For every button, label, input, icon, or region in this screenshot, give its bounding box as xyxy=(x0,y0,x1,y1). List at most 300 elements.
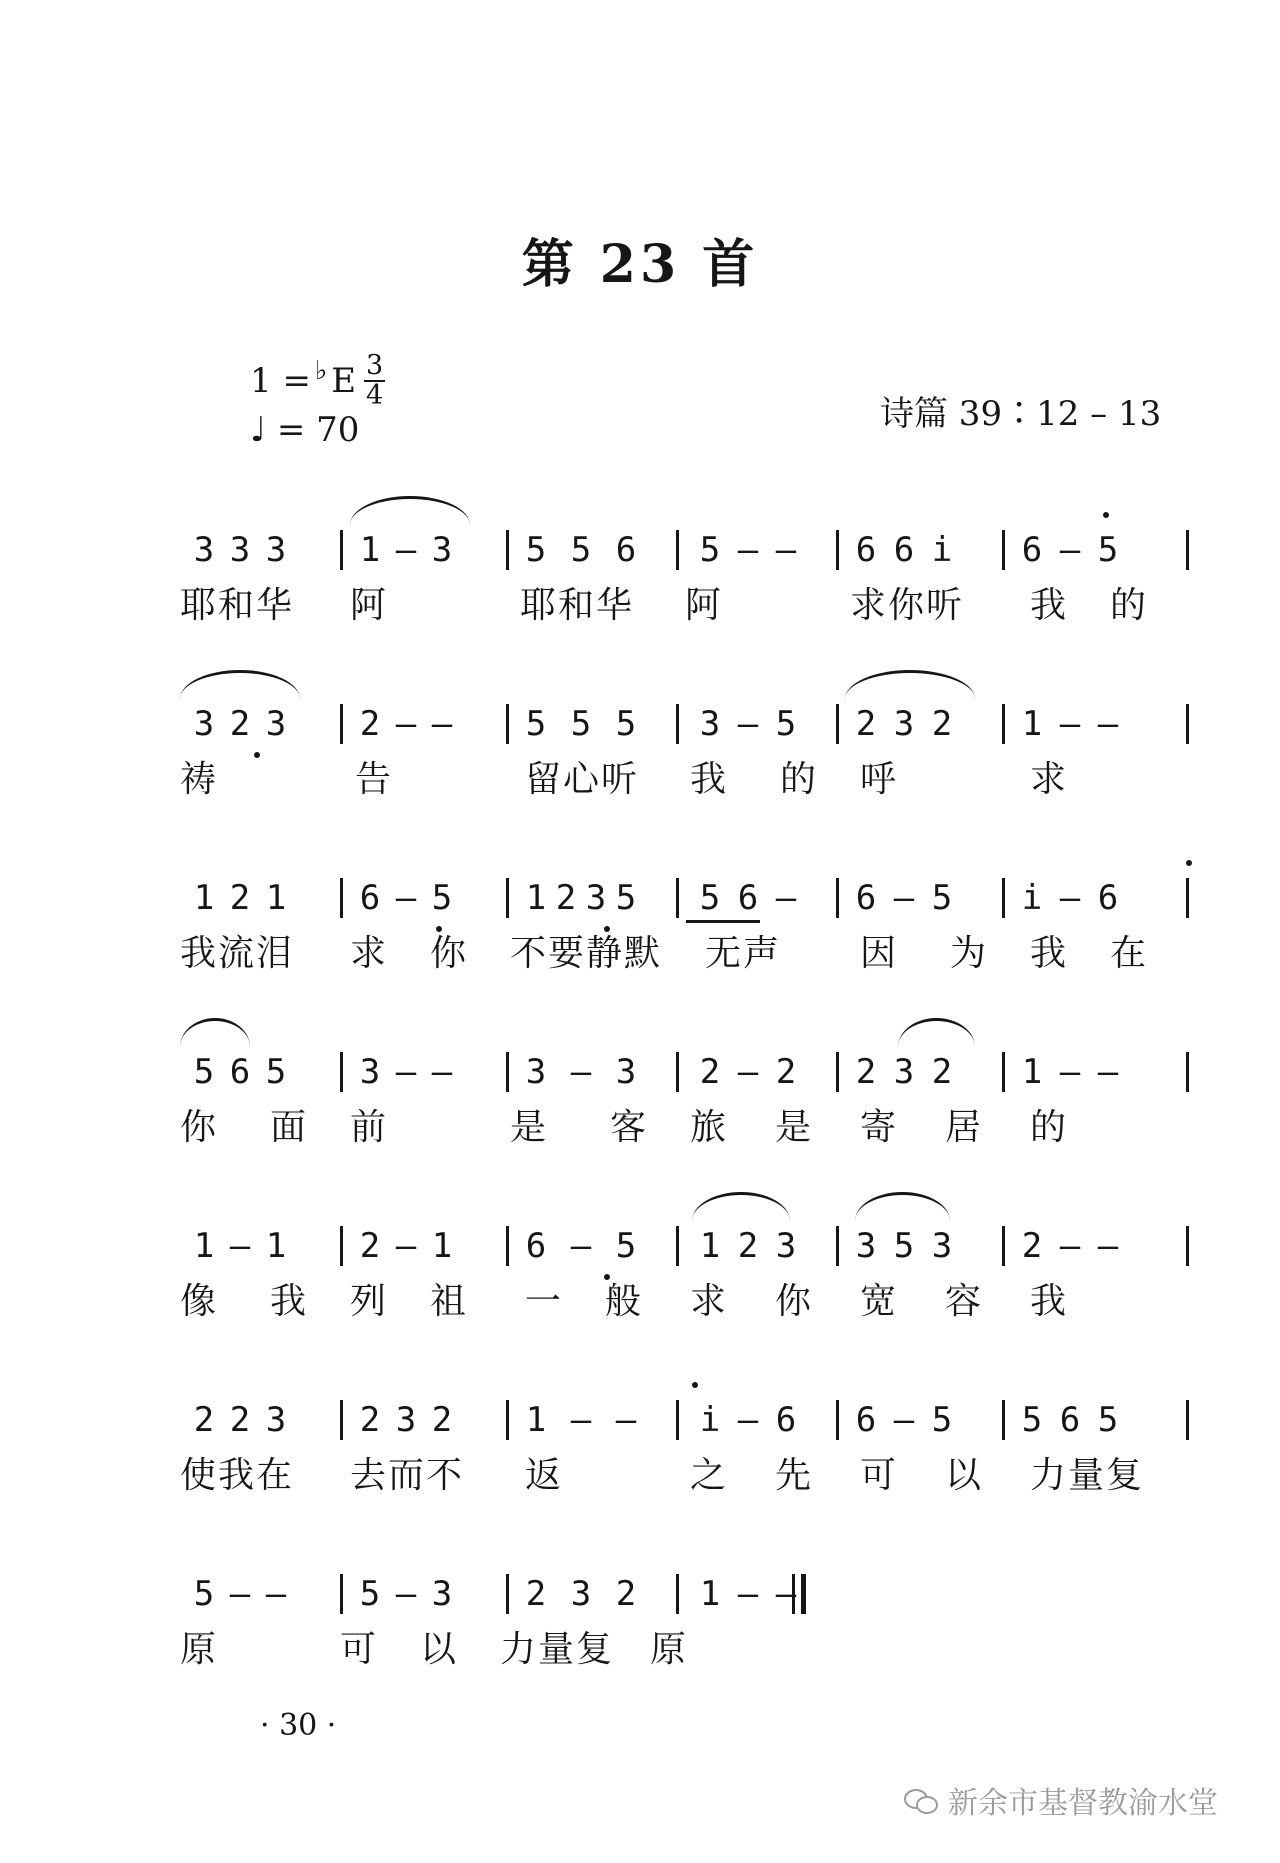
lyric: 求你听 xyxy=(850,585,965,626)
lyric: 力量复 xyxy=(500,1629,615,1670)
lyric: 求 xyxy=(690,1281,729,1322)
lyric: 使我在 xyxy=(180,1455,295,1496)
barline xyxy=(1002,1226,1005,1266)
note: – xyxy=(395,704,417,744)
barline xyxy=(506,1226,509,1266)
note: 5 xyxy=(1097,1400,1119,1440)
note: – xyxy=(229,1226,251,1266)
note: 1 xyxy=(699,1226,721,1266)
note: – xyxy=(1059,1226,1081,1266)
note: – xyxy=(1059,878,1081,918)
watermark xyxy=(904,1778,1218,1822)
measure xyxy=(356,1218,456,1274)
measure xyxy=(356,1392,456,1448)
barline xyxy=(1002,530,1005,570)
measure xyxy=(356,1044,456,1100)
note: 1 xyxy=(525,1400,547,1440)
key-signature xyxy=(250,352,385,410)
barline xyxy=(1186,1052,1189,1092)
barline xyxy=(836,1226,839,1266)
lyric: 的 xyxy=(1110,585,1149,626)
lyric: 耶和华 xyxy=(180,585,295,626)
note: 3 xyxy=(395,1400,417,1440)
barline xyxy=(506,704,509,744)
barline xyxy=(1186,1400,1189,1440)
note: 2 xyxy=(229,1400,251,1440)
beam-underline xyxy=(686,920,760,923)
lyric: 你 xyxy=(180,1107,219,1148)
measure xyxy=(852,1044,956,1100)
note: 5 xyxy=(525,530,547,570)
barline xyxy=(506,1574,509,1614)
barline xyxy=(506,1400,509,1440)
lyric: 阿 xyxy=(685,585,724,626)
final-barline xyxy=(792,1574,795,1614)
scripture-reference: 诗篇 39∶12 – 13 xyxy=(880,394,1162,434)
lyric: 因 xyxy=(860,933,899,974)
lyric: 容 xyxy=(945,1281,984,1322)
note: – xyxy=(893,878,915,918)
note: 5 xyxy=(615,878,637,918)
barline xyxy=(836,530,839,570)
barline xyxy=(1002,704,1005,744)
lyric: 旅 xyxy=(690,1107,729,1148)
barline xyxy=(676,1574,679,1614)
note: – xyxy=(431,704,453,744)
measure xyxy=(1018,870,1122,926)
lyric: 可 xyxy=(860,1455,899,1496)
lyric: 之 xyxy=(690,1455,729,1496)
note: – xyxy=(1059,1052,1081,1092)
barline xyxy=(340,1052,343,1092)
note: 3 xyxy=(265,1400,287,1440)
note: 5 xyxy=(615,704,637,744)
note: 6 xyxy=(855,530,877,570)
lyric: 在 xyxy=(1110,933,1149,974)
lyrics-row xyxy=(0,1276,1280,1328)
lyric: 我 xyxy=(270,1281,309,1322)
note: – xyxy=(431,1052,453,1092)
lyric: 原 xyxy=(650,1629,689,1670)
lyric: 我 xyxy=(1030,933,1069,974)
note: 5 xyxy=(359,1574,381,1614)
lyric: 我流泪 xyxy=(180,933,295,974)
measure xyxy=(696,522,800,578)
measure xyxy=(1018,522,1122,578)
note: 1 xyxy=(359,530,381,570)
notes-row xyxy=(0,1392,1280,1448)
note: 3 xyxy=(193,704,215,744)
notes-row xyxy=(0,696,1280,752)
note: 3 xyxy=(570,1574,592,1614)
lyric: 不要静默 xyxy=(510,933,663,974)
note: – xyxy=(395,1574,417,1614)
flat-sign: ♭ xyxy=(314,356,328,386)
lyrics-row xyxy=(0,1450,1280,1502)
note: 3 xyxy=(699,704,721,744)
note: 6 xyxy=(615,530,637,570)
note: 3 xyxy=(525,1052,547,1092)
note: – xyxy=(775,1574,797,1614)
note: 3 xyxy=(229,530,251,570)
note: – xyxy=(893,1400,915,1440)
lyric: 力量复 xyxy=(1030,1455,1145,1496)
measure xyxy=(852,1392,956,1448)
barline xyxy=(836,878,839,918)
lyric: 以 xyxy=(945,1455,984,1496)
note: 3 xyxy=(931,1226,953,1266)
note: 1 xyxy=(1021,704,1043,744)
barline xyxy=(340,878,343,918)
measure xyxy=(190,522,290,578)
barline xyxy=(676,878,679,918)
note: 2 xyxy=(855,704,877,744)
lyric: 宽 xyxy=(860,1281,899,1322)
measure xyxy=(696,1566,800,1622)
page-number: · 30 · xyxy=(260,1708,337,1743)
barline xyxy=(676,1400,679,1440)
measure xyxy=(852,522,956,578)
barline xyxy=(340,1574,343,1614)
notes-row xyxy=(0,1566,1280,1622)
lyric: 告 xyxy=(355,759,394,800)
measure xyxy=(522,696,640,752)
note: – xyxy=(229,1574,251,1614)
slur xyxy=(855,1192,950,1221)
lyric: 呼 xyxy=(860,759,899,800)
slur xyxy=(692,1192,790,1221)
note: 6 xyxy=(855,878,877,918)
time-signature-top: 3 xyxy=(366,350,384,381)
note: 5 xyxy=(193,1052,215,1092)
note: 3 xyxy=(615,1052,637,1092)
measure xyxy=(696,1044,800,1100)
barline xyxy=(676,530,679,570)
song-title: 第 23 首 xyxy=(521,234,759,295)
measure xyxy=(1018,696,1122,752)
lyric: 为 xyxy=(950,933,989,974)
note: 2 xyxy=(525,1574,547,1614)
note: 6 xyxy=(229,1052,251,1092)
measure xyxy=(852,870,956,926)
note: – xyxy=(570,1400,592,1440)
measure xyxy=(190,1218,290,1274)
note: 2 xyxy=(193,1400,215,1440)
note: 3 xyxy=(193,530,215,570)
note: 3 xyxy=(265,704,287,744)
barline xyxy=(340,1400,343,1440)
lyric: 求 xyxy=(350,933,389,974)
barline xyxy=(676,1052,679,1092)
note: – xyxy=(1059,704,1081,744)
score-line xyxy=(0,1044,1280,1164)
lyric: 去而不 xyxy=(350,1455,465,1496)
lyric: 面 xyxy=(270,1107,309,1148)
note: – xyxy=(395,1052,417,1092)
lyric: 你 xyxy=(430,933,469,974)
barline xyxy=(1186,704,1189,744)
note: – xyxy=(395,530,417,570)
barline xyxy=(676,704,679,744)
barline xyxy=(1186,878,1189,918)
measure xyxy=(356,696,456,752)
octave-dot-high xyxy=(1103,512,1109,518)
note: 5 xyxy=(931,1400,953,1440)
lyric: 前 xyxy=(350,1107,389,1148)
lyric: 可 xyxy=(340,1629,379,1670)
note: – xyxy=(1097,1226,1119,1266)
lyric: 是 xyxy=(775,1107,814,1148)
measure xyxy=(522,1218,640,1274)
lyric: 我 xyxy=(690,759,729,800)
note: i xyxy=(931,530,953,570)
slur xyxy=(180,1018,250,1047)
lyric: 你 xyxy=(775,1281,814,1322)
lyric: 求 xyxy=(1030,759,1069,800)
note: 3 xyxy=(775,1226,797,1266)
measure xyxy=(190,1566,290,1622)
note: 2 xyxy=(229,704,251,744)
lyric: 一 xyxy=(525,1281,564,1322)
note: 3 xyxy=(855,1226,877,1266)
measure xyxy=(522,522,640,578)
note: 1 xyxy=(193,878,215,918)
note: – xyxy=(737,704,759,744)
barline xyxy=(1002,1052,1005,1092)
note: – xyxy=(570,1052,592,1092)
note: 2 xyxy=(855,1052,877,1092)
note: – xyxy=(737,1574,759,1614)
note: 2 xyxy=(931,704,953,744)
lyrics-row xyxy=(0,580,1280,632)
note: 6 xyxy=(359,878,381,918)
note: 6 xyxy=(1059,1400,1081,1440)
score-line xyxy=(0,1218,1280,1338)
note: – xyxy=(1097,704,1119,744)
note: 5 xyxy=(615,1226,637,1266)
measure xyxy=(1018,1392,1122,1448)
octave-dot-high xyxy=(1186,860,1192,866)
barline xyxy=(836,1400,839,1440)
measure xyxy=(522,1044,640,1100)
lyric: 阿 xyxy=(350,585,389,626)
measure xyxy=(696,696,800,752)
note: – xyxy=(775,530,797,570)
note: 6 xyxy=(737,878,759,918)
lyric: 我 xyxy=(1030,585,1069,626)
lyrics-row xyxy=(0,754,1280,806)
barline xyxy=(1186,530,1189,570)
barline xyxy=(1002,878,1005,918)
key-label: 1 = xyxy=(250,361,311,401)
measure xyxy=(356,1566,456,1622)
note: 2 xyxy=(229,878,251,918)
note: 5 xyxy=(193,1574,215,1614)
lyric: 以 xyxy=(420,1629,459,1670)
lyric: 原 xyxy=(180,1629,219,1670)
measure xyxy=(190,1392,290,1448)
measure xyxy=(522,1566,640,1622)
score-line xyxy=(0,1392,1280,1512)
lyric: 留心听 xyxy=(525,759,640,800)
note: 5 xyxy=(775,704,797,744)
note: 5 xyxy=(265,1052,287,1092)
note: 5 xyxy=(570,530,592,570)
note: 2 xyxy=(555,878,577,918)
barline xyxy=(506,1052,509,1092)
slur xyxy=(350,496,470,525)
measure xyxy=(190,870,290,926)
note: – xyxy=(395,1226,417,1266)
note: – xyxy=(615,1400,637,1440)
note: – xyxy=(737,1052,759,1092)
measure xyxy=(1018,1044,1122,1100)
barline xyxy=(836,704,839,744)
watermark-text: 新余市基督教渝水堂 xyxy=(948,1786,1218,1821)
score-line xyxy=(0,696,1280,816)
lyric: 无声 xyxy=(705,933,782,974)
barline xyxy=(836,1052,839,1092)
note: 3 xyxy=(893,704,915,744)
lyric: 祷 xyxy=(180,759,219,800)
lyric: 先 xyxy=(775,1455,814,1496)
lyric: 祖 xyxy=(430,1281,469,1322)
measure xyxy=(696,1392,800,1448)
note: 1 xyxy=(265,878,287,918)
note: 1 xyxy=(699,1574,721,1614)
barline xyxy=(506,878,509,918)
note: 3 xyxy=(431,1574,453,1614)
note: 5 xyxy=(525,704,547,744)
note: 5 xyxy=(1021,1400,1043,1440)
lyric: 的 xyxy=(1030,1107,1069,1148)
note: 2 xyxy=(359,704,381,744)
wechat-icon xyxy=(904,1787,938,1813)
slur xyxy=(845,670,975,699)
note: 2 xyxy=(699,1052,721,1092)
tempo-marking: ♩ = 70 xyxy=(250,410,360,450)
note: 2 xyxy=(1021,1226,1043,1266)
notes-row xyxy=(0,1044,1280,1100)
note: 5 xyxy=(893,1226,915,1266)
slur xyxy=(180,670,300,699)
lyric: 客 xyxy=(610,1107,649,1148)
barline xyxy=(340,704,343,744)
measure xyxy=(356,870,456,926)
note: 2 xyxy=(359,1400,381,1440)
note: 5 xyxy=(699,530,721,570)
measure xyxy=(696,870,800,926)
note: 2 xyxy=(931,1052,953,1092)
slur xyxy=(898,1018,975,1047)
note: 6 xyxy=(1021,530,1043,570)
note: – xyxy=(1059,530,1081,570)
note: – xyxy=(570,1226,592,1266)
octave-dot-high xyxy=(692,1382,698,1388)
note: 5 xyxy=(570,704,592,744)
note: i xyxy=(699,1400,721,1440)
barline xyxy=(1002,1400,1005,1440)
note: 1 xyxy=(525,878,547,918)
note: – xyxy=(395,878,417,918)
lyric: 是 xyxy=(510,1107,549,1148)
note: 6 xyxy=(1097,878,1119,918)
time-signature-bottom: 4 xyxy=(366,380,384,411)
note: 5 xyxy=(1097,530,1119,570)
lyrics-row xyxy=(0,1624,1280,1676)
note: – xyxy=(265,1574,287,1614)
notes-row xyxy=(0,870,1280,926)
measure xyxy=(356,522,456,578)
note: 6 xyxy=(525,1226,547,1266)
lyrics-row xyxy=(0,1102,1280,1154)
notes-row xyxy=(0,1218,1280,1274)
note: 3 xyxy=(893,1052,915,1092)
lyric: 像 xyxy=(180,1281,219,1322)
score-line xyxy=(0,1566,1280,1686)
score-line xyxy=(0,870,1280,990)
measure xyxy=(190,1044,290,1100)
note: 1 xyxy=(1021,1052,1043,1092)
barline xyxy=(340,530,343,570)
note: 1 xyxy=(265,1226,287,1266)
lyric: 我 xyxy=(1030,1281,1069,1322)
note: 2 xyxy=(737,1226,759,1266)
note: 5 xyxy=(931,878,953,918)
note: – xyxy=(737,1400,759,1440)
barline xyxy=(676,1226,679,1266)
measure xyxy=(522,870,640,926)
measure xyxy=(190,696,290,752)
barline xyxy=(340,1226,343,1266)
lyric: 的 xyxy=(780,759,819,800)
barline xyxy=(1186,1226,1189,1266)
note: – xyxy=(775,878,797,918)
lyric: 耶和华 xyxy=(520,585,635,626)
note: 1 xyxy=(431,1226,453,1266)
measure xyxy=(696,1218,800,1274)
note: 6 xyxy=(893,530,915,570)
score-line xyxy=(0,522,1280,642)
note: 3 xyxy=(585,878,607,918)
measure xyxy=(852,696,956,752)
lyric: 返 xyxy=(525,1455,564,1496)
note: 3 xyxy=(265,530,287,570)
note: 6 xyxy=(775,1400,797,1440)
measure xyxy=(852,1218,956,1274)
lyric: 寄 xyxy=(860,1107,899,1148)
note: 2 xyxy=(615,1574,637,1614)
note: i xyxy=(1021,878,1043,918)
note: 3 xyxy=(431,530,453,570)
note: 2 xyxy=(775,1052,797,1092)
note: 2 xyxy=(359,1226,381,1266)
note: 6 xyxy=(855,1400,877,1440)
time-signature xyxy=(364,352,385,410)
measure xyxy=(522,1392,640,1448)
note: 3 xyxy=(359,1052,381,1092)
lyrics-row xyxy=(0,928,1280,980)
note: 1 xyxy=(193,1226,215,1266)
lyric: 居 xyxy=(945,1107,984,1148)
measure xyxy=(1018,1218,1122,1274)
lyric: 般 xyxy=(605,1281,644,1322)
note: 5 xyxy=(431,878,453,918)
lyric: 列 xyxy=(350,1281,389,1322)
note: – xyxy=(737,530,759,570)
key-note: E xyxy=(331,361,357,401)
note: 5 xyxy=(699,878,721,918)
